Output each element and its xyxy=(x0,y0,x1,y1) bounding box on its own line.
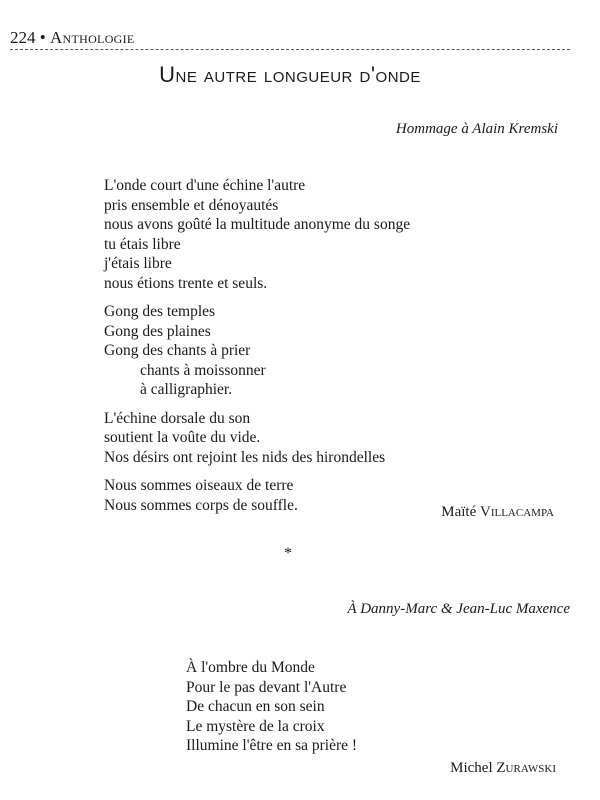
verse-line: Gong des plaines xyxy=(104,322,211,340)
stanza-1 xyxy=(186,658,357,756)
poem2-dedication: À Danny-Marc & Jean-Luc Maxence xyxy=(347,601,570,617)
poem1-author xyxy=(441,504,554,521)
verse-line: nous étions trente et seuls. xyxy=(104,274,268,292)
poem-title: Une autre longueur d'onde xyxy=(159,62,421,87)
author-first-name: Maïté xyxy=(441,504,477,520)
verse-line: Gong des temples xyxy=(104,303,216,320)
author-last-name: Villacampa xyxy=(480,504,554,520)
asterisk-separator: * xyxy=(284,545,292,562)
poem2-author xyxy=(450,760,556,777)
page-number: 224 xyxy=(10,28,36,47)
author-first-name: Michel xyxy=(450,760,493,776)
verse-line: Nos désirs ont rejoint les nids des hirondelles xyxy=(104,448,386,466)
verse-line: nous avons goûté la multitude anonyme du songe xyxy=(104,216,411,233)
verse-line: De chacun en son sein xyxy=(186,698,325,715)
verse-line: L'échine dorsale du son xyxy=(104,409,251,427)
bullet-separator: • xyxy=(39,28,46,47)
verse-line: Le mystère de la croix xyxy=(186,717,325,735)
verse-line: Nous sommes oiseaux de terre xyxy=(104,477,294,494)
poem2-body xyxy=(186,658,357,765)
verse-line: tu étais libre xyxy=(104,235,181,253)
verse-line: soutient la voûte du vide. xyxy=(104,429,261,446)
header-rule xyxy=(10,49,570,50)
stanza-4 xyxy=(104,476,410,515)
verse-line: Illumine l'être en sa prière ! xyxy=(186,737,358,754)
verse-line: Nous sommes corps de souffle. xyxy=(104,496,298,514)
stanza-3 xyxy=(104,409,410,468)
poem1-dedication: Hommage à Alain Kremski xyxy=(395,121,558,137)
verse-line: Pour le pas devant l'Autre xyxy=(186,678,347,696)
verse-line: À l'ombre du Monde xyxy=(186,659,315,676)
verse-line-indented: à calligraphier. xyxy=(140,381,233,398)
poem1-body xyxy=(104,176,410,524)
author-last-name: Zurawski xyxy=(496,760,556,776)
verse-line-indented: chants à moissonner xyxy=(140,361,266,379)
stanza-1 xyxy=(104,176,410,293)
verse-line: pris ensemble et dénoyautés xyxy=(104,196,279,214)
verse-line: Gong des chants à prier xyxy=(104,342,251,359)
verse-line: L'onde court d'une échine l'autre xyxy=(104,177,306,194)
verse-line: j'étais libre xyxy=(104,255,172,272)
section-title: Anthologie xyxy=(49,28,135,47)
running-head xyxy=(10,28,570,50)
stanza-2 xyxy=(104,302,410,400)
